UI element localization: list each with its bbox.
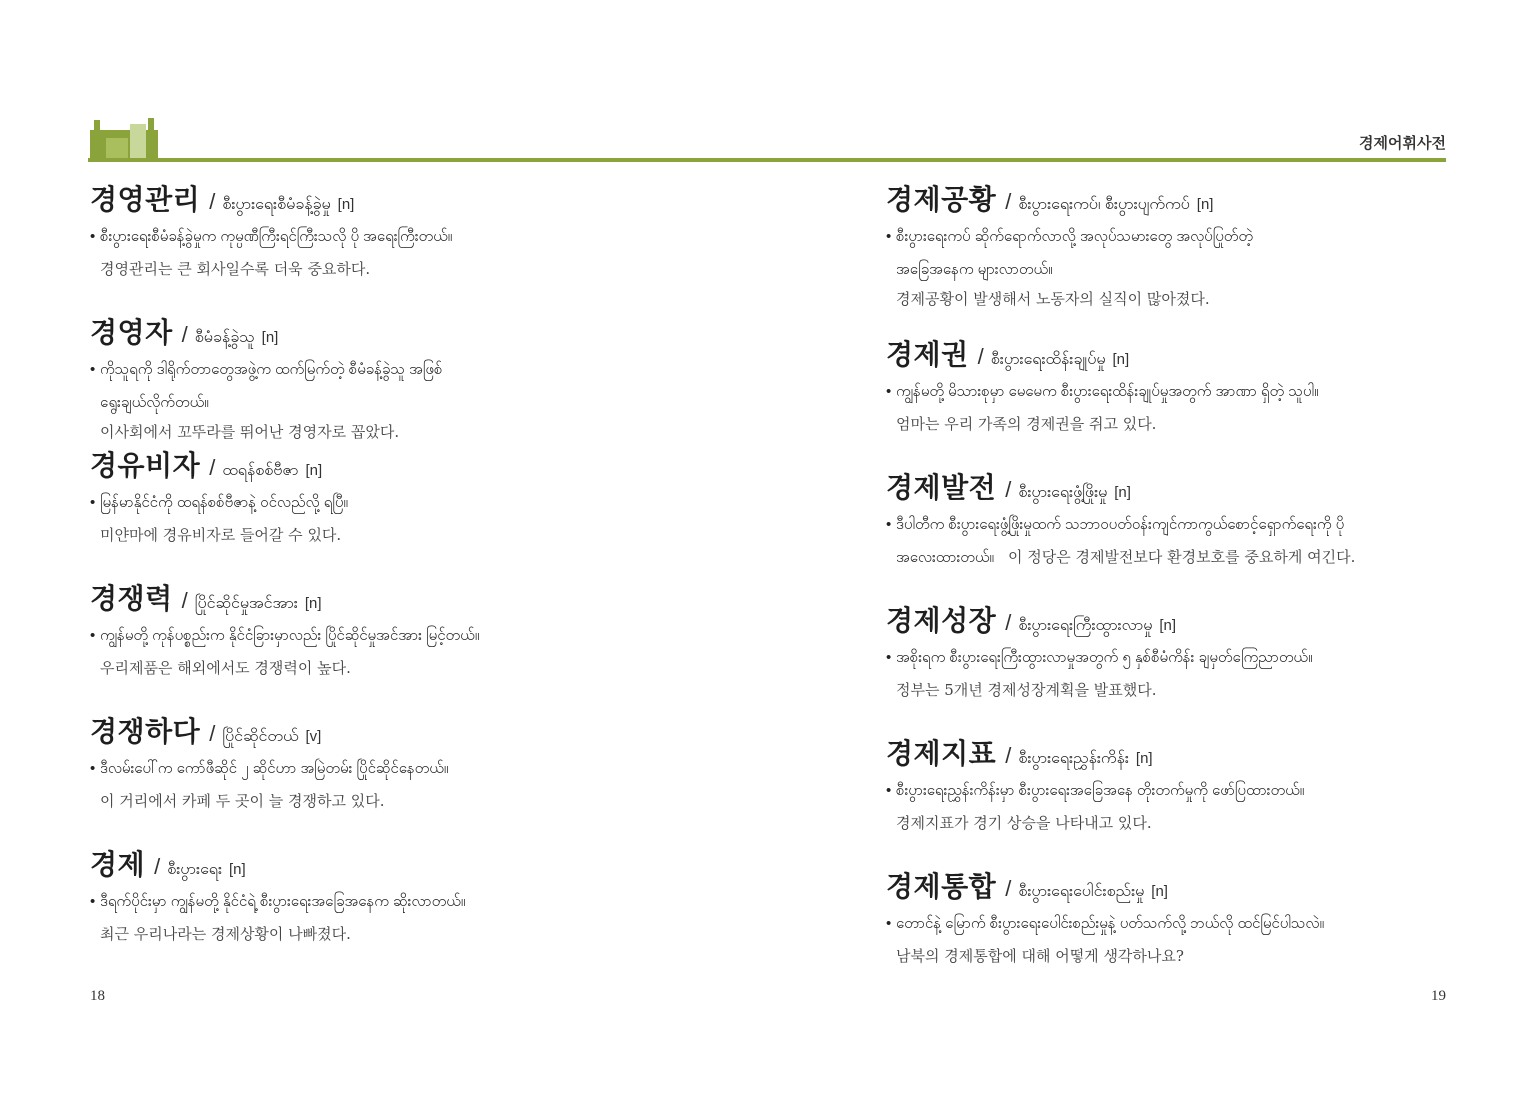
dictionary-entry — [886, 333, 1486, 466]
entry-meaning: စီးပွားရေးထိန်းချုပ်မှု — [990, 351, 1106, 368]
entry-meaning: ပြိုင်ဆိုင်မှုအင်အား — [194, 595, 298, 612]
entry-headline — [886, 599, 1486, 641]
example-sentence: • ဒီပါတီက စီးပွားရေးဖွံ့ဖြိုးမှုထက် သဘာဝပတ်ဝန်းကျင်ကာကွယ်စောင့်ရှောက်ရေးကို ပို — [886, 516, 1345, 533]
example-sentence: • အစိုးရက စီးပွားရေးကြီးထွားလာမှုအတွက် ၅ နှစ်စီမံကိန်း ချမှတ်ကြေညာတယ်။ — [886, 649, 1313, 666]
separator: / — [209, 455, 216, 480]
part-of-speech: [n] — [1196, 196, 1214, 213]
dictionary-entry — [90, 577, 750, 710]
entry-meaning: စီးပွားရေးဖွံ့ဖြိုးမှု — [1018, 484, 1108, 501]
separator: / — [977, 344, 984, 369]
entry-headline — [90, 444, 750, 486]
korean-example: 경영관리는 큰 회사일수록 더욱 중요하다. — [100, 260, 371, 278]
entry-term: 경쟁력 — [90, 582, 173, 615]
dictionary-entry — [90, 178, 750, 311]
example-sentence-continued: ရွေးချယ်လိုက်တယ်။ — [100, 394, 209, 411]
decoration-bar — [148, 118, 154, 160]
example-sentence: • မြန်မာနိုင်ငံကို ထရန်စစ်ဗီဇာနဲ့ ဝင်လည်လို့ ရပြီ။ — [90, 494, 348, 511]
entry-term: 경유비자 — [90, 449, 201, 482]
separator: / — [1005, 189, 1012, 214]
example-sentence: • စီးပွားရေးကပ် ဆိုက်ရောက်လာလို့ အလုပ်သမားတွေ အလုပ်ပြုတ်တဲ့ — [886, 228, 1254, 245]
example-sentence: • ကိုသူရကို ဒါရိုက်တာတွေအဖွဲ့က ထက်မြက်တဲ့ စီမံခန့်ခွဲသူ အဖြစ် — [90, 361, 443, 378]
example-sentence: • ဒီရက်ပိုင်းမှာ ကျွန်မတို့ နိုင်ငံရဲ့ စီးပွားရေးအခြေအနေက ဆိုးလာတယ်။ — [90, 893, 466, 910]
korean-example: 엄마는 우리 가족의 경제권을 쥐고 있다. — [896, 415, 1157, 433]
entry-term: 경제 — [90, 848, 146, 881]
entry-meaning: စီးပွားရေးကပ်၊ စီးပွားပျက်ကပ် — [1018, 196, 1190, 213]
example-sentence-continued: အခြေအနေက များလာတယ်။ — [896, 261, 1053, 278]
entry-term: 경영자 — [90, 316, 173, 349]
separator: / — [209, 189, 216, 214]
example-sentence: • စီးပွားရေးညွှန်းကိန်းမှာ စီးပွားရေးအခြေအနေ တိုးတက်မှုကို ဖော်ပြထားတယ်။ — [886, 782, 1305, 799]
entry-term: 경제발전 — [886, 471, 997, 504]
part-of-speech: [n] — [1159, 617, 1177, 634]
korean-example: 이 정당은 경제발전보다 환경보호를 중요하게 여긴다. — [1007, 548, 1356, 566]
separator: / — [1005, 477, 1012, 502]
entry-meaning: စီးပွားရေးကြီးထွားလာမှု — [1018, 617, 1153, 634]
entry-meaning: စီးပွားရေးညွှန်းကိန်း — [1018, 750, 1129, 767]
example-sentence: • တောင်နဲ့ မြောက် စီးပွားရေးပေါင်းစည်းမှုနဲ့ ပတ်သက်လို့ ဘယ်လို ထင်မြင်ပါသလဲ။ — [886, 915, 1325, 932]
korean-example: 우리제품은 해외에서도 경쟁력이 높다. — [100, 659, 351, 677]
entry-headline — [886, 178, 1486, 220]
korean-example: 이사회에서 꼬뚜라를 뛰어난 경영자로 꼽았다. — [100, 423, 400, 441]
dictionary-entry — [886, 178, 1486, 333]
part-of-speech: [n] — [1151, 883, 1168, 900]
entry-headline — [886, 732, 1486, 774]
entry-term: 경쟁하다 — [90, 715, 201, 748]
example-sentence: • ကျွန်မတို့ ကုန်ပစ္စည်းက နိုင်ငံခြားမှာလည်း ပြိုင်ဆိုင်မှုအင်အား မြင့်တယ်။ — [90, 627, 480, 644]
dictionary-entry — [90, 843, 750, 976]
entry-headline — [90, 843, 750, 885]
entry-headline — [90, 577, 750, 619]
dictionary-entry — [886, 466, 1486, 599]
part-of-speech: [n] — [1114, 484, 1131, 501]
separator: / — [154, 854, 161, 879]
entry-headline — [886, 333, 1486, 375]
entry-meaning: စီးပွားရေးပေါင်းစည်းမှု — [1018, 883, 1145, 900]
entry-term: 경제통합 — [886, 870, 997, 903]
entry-headline — [90, 311, 750, 353]
book-title: 경제어휘사전 — [1359, 135, 1446, 152]
entry-meaning: စီးပွားရေးစီမံခန့်ခွဲမှု — [222, 196, 331, 213]
dictionary-entry — [90, 710, 750, 843]
dictionary-entry — [886, 865, 1486, 985]
part-of-speech: [n] — [337, 196, 355, 213]
entry-meaning: ထရန်စစ်ဗီဇာ — [222, 462, 299, 479]
example-sentence-tail: အလေးထားတယ်။ — [896, 549, 994, 566]
part-of-speech: [n] — [1112, 351, 1130, 368]
entry-term: 경제권 — [886, 338, 969, 371]
example-sentence: • ကျွန်မတို့ မိသားစုမှာ မေမေက စီးပွားရေးထိန်းချုပ်မှုအတွက် အာဏာ ရှိတဲ့ သူပါ။ — [886, 383, 1319, 400]
left-column — [90, 178, 750, 976]
right-column — [886, 178, 1486, 985]
separator: / — [1005, 743, 1012, 768]
part-of-speech: [n] — [229, 861, 246, 878]
separator: / — [1005, 876, 1012, 901]
dictionary-entry — [886, 732, 1486, 865]
decoration-bar — [130, 124, 146, 160]
dictionary-entry — [90, 444, 750, 577]
part-of-speech: [n] — [304, 595, 322, 612]
entry-term: 경제공황 — [886, 183, 997, 216]
korean-example: 정부는 5개년 경제성장계획을 발표했다. — [896, 681, 1157, 699]
page-number-right: 19 — [1431, 988, 1446, 1004]
header-decoration — [90, 118, 160, 160]
korean-example: 최근 우리나라는 경제상황이 나빠졌다. — [100, 925, 351, 943]
korean-example: 이 거리에서 카페 두 곳이 늘 경쟁하고 있다. — [100, 792, 385, 810]
example-sentence: • ဒီလမ်းပေါ်က ကော်ဖီဆိုင် ၂ ဆိုင်ဟာ အမြဲတမ်း ပြိုင်ဆိုင်နေတယ်။ — [90, 760, 449, 777]
korean-example: 경제지표가 경기 상승을 나타내고 있다. — [896, 814, 1152, 832]
entry-term: 경제지표 — [886, 737, 997, 770]
korean-example: 남북의 경제통합에 대해 어떻게 생각하나요? — [896, 947, 1184, 965]
entry-headline — [90, 178, 750, 220]
decoration-bar — [94, 120, 100, 160]
entry-meaning: ပြိုင်ဆိုင်တယ် — [222, 728, 299, 745]
separator: / — [1005, 610, 1012, 635]
separator: / — [209, 721, 216, 746]
header-rule — [88, 158, 1446, 162]
example-sentence: • စီးပွားရေးစီမံခန့်ခွဲမှုက ကုမ္ပဏီကြီးရင်ကြီးသလို ပို အရေးကြီးတယ်။ — [90, 228, 453, 245]
entry-headline — [886, 466, 1486, 508]
entry-term: 경제성장 — [886, 604, 997, 637]
korean-example: 미얀마에 경유비자로 들어갈 수 있다. — [100, 526, 342, 544]
korean-example: 경제공황이 발생해서 노동자의 실직이 많아졌다. — [896, 290, 1210, 308]
dictionary-entry — [886, 599, 1486, 732]
part-of-speech: [n] — [1135, 750, 1153, 767]
entry-meaning: စီးပွားရေး — [167, 861, 222, 878]
separator: / — [181, 588, 188, 613]
part-of-speech: [v] — [305, 728, 322, 745]
example-sentence-continued — [886, 541, 1486, 574]
separator: / — [181, 322, 188, 347]
part-of-speech: [n] — [261, 329, 279, 346]
page-number-left: 18 — [90, 988, 105, 1004]
decoration-bar — [106, 138, 128, 160]
entry-headline — [886, 865, 1486, 907]
entry-meaning: စီမံခန့်ခွဲသူ — [194, 329, 255, 346]
part-of-speech: [n] — [305, 462, 323, 479]
dictionary-entry — [90, 311, 750, 444]
entry-term: 경영관리 — [90, 183, 201, 216]
entry-headline — [90, 710, 750, 752]
